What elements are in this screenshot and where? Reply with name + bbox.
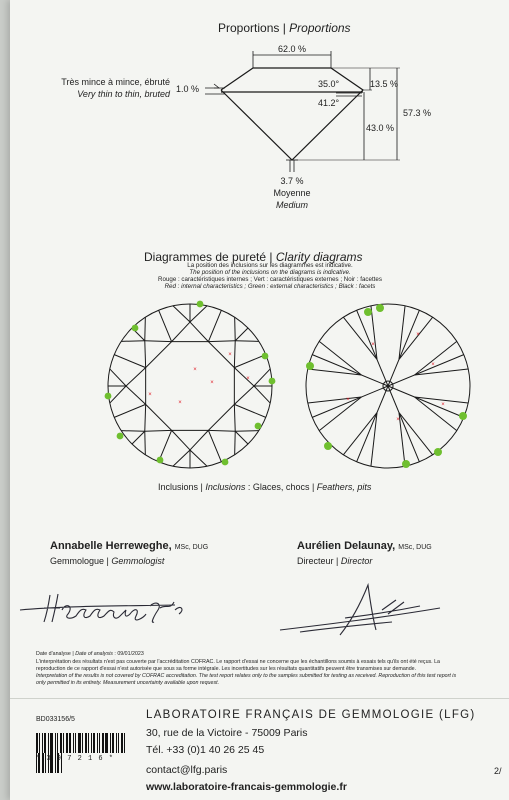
barcode-bar	[78, 733, 81, 753]
signatory-1-role: Gemmologue | Gemmologist	[50, 556, 165, 566]
barcode-bar	[124, 733, 125, 753]
pavilion-internal-mark: ×	[396, 417, 400, 423]
crown-star-facet	[145, 341, 172, 342]
proportions-title-fr: Proportions	[218, 21, 280, 35]
pavilion-lower-girdle-facet	[319, 397, 361, 431]
crown-internal-mark: ×	[178, 400, 182, 406]
barcode-bar	[39, 733, 40, 753]
barcode-bar	[57, 733, 58, 753]
barcode-bar	[75, 733, 76, 753]
signatory-2-role: Directeur | Director	[297, 556, 373, 566]
barcode-text: * 3 9 7 2 1 6 *	[36, 755, 115, 763]
pavilion-internal-mark: ×	[441, 402, 445, 408]
crown-external-mark	[222, 459, 229, 466]
crown-diagram	[100, 296, 280, 476]
crown-upper-girdle-facet	[235, 431, 236, 455]
clarity-note-en: The position of the inclusions on the diagrams is indicative.	[189, 269, 351, 276]
disclaimer-fr-2: reproduction de ce rapport d'essai n'est autorisée que sous sa forme intégrale. Les incertitudes sur les résultats quantitatifs peuvent être transmises sur demande.	[36, 666, 417, 672]
inclusions-line: Inclusions | Inclusions : Glaces, chocs | Feathers, pits	[158, 482, 372, 492]
barcode-bar	[60, 733, 62, 753]
pavilion-external-mark	[364, 308, 372, 316]
barcode-bar	[118, 733, 119, 753]
crown-upper-girdle-facet	[132, 431, 145, 444]
girdle-percent: 1.0 %	[176, 84, 200, 94]
clarity-title-en: Clarity diagrams	[275, 250, 363, 264]
crown-upper-girdle-facet	[254, 369, 270, 386]
crown-upper-girdle-facet	[145, 431, 146, 455]
clarity-legend-fr: Rouge : caractéristiques internes ; Vert : caractéristiques externes ; Noir : facettes	[158, 276, 382, 283]
signatures	[0, 580, 509, 660]
culet-percent: 3.7 %	[280, 176, 304, 186]
crown-upper-girdle-facet	[190, 306, 207, 322]
clarity-title: Diagrammes de pureté | Clarity diagrams	[144, 250, 363, 264]
crown-star-facet	[172, 322, 190, 342]
barcode-bar	[82, 733, 83, 753]
pavilion-lower-girdle-facet	[399, 413, 433, 455]
crown-internal-mark: ×	[148, 392, 152, 398]
crown-star-facet	[190, 322, 208, 342]
barcode-bar	[69, 733, 71, 753]
crown-star-facet	[126, 368, 146, 386]
crown-external-mark	[132, 325, 139, 332]
pavilion-external-mark	[402, 460, 410, 468]
barcode-bar	[91, 733, 92, 753]
barcode-bar	[66, 733, 68, 753]
crown-star-facet	[208, 341, 235, 342]
crown-upper-girdle-facet	[173, 306, 190, 322]
signatory-2-role-en: Director	[340, 556, 373, 566]
crown-internal-mark: ×	[228, 352, 232, 358]
crown-internal-mark: ×	[193, 367, 197, 373]
crown-star-facet	[145, 341, 146, 368]
crown-upper-girdle-facet	[173, 450, 190, 466]
crown-upper-girdle-facet	[235, 328, 248, 341]
signatory-1-title: MSc, DUG	[174, 544, 209, 551]
clarity-title-fr: Diagrammes de pureté	[144, 250, 267, 264]
crown-upper-girdle-facet	[190, 450, 207, 466]
pavilion-internal-mark: ×	[371, 342, 375, 348]
crown-height-percent: 13.5 %	[370, 79, 399, 89]
crown-kite-facet	[234, 404, 265, 417]
clarity-note-fr: La position des inclusions sur les diagrammes est indicative.	[187, 262, 353, 269]
table-percent: 62.0 %	[277, 44, 307, 54]
pavilion-internal-mark: ×	[416, 332, 420, 338]
analysis-date: Date d'analyse | Date of analysis : 09/01/2023	[36, 651, 144, 657]
crown-star-facet	[208, 430, 235, 431]
signatory-2-title: MSc, DUG	[398, 544, 432, 551]
girdle-desc-fr: Très mince à mince, ébruté	[61, 77, 170, 87]
crown-star-facet	[145, 430, 172, 431]
lab-website[interactable]: www.laboratoire-francais-gemmologie.fr	[146, 781, 347, 793]
crown-external-mark	[269, 378, 276, 385]
pavilion-lower-girdle-facet	[343, 413, 377, 455]
crown-upper-girdle-facet	[235, 431, 248, 444]
culet-desc-en: Medium	[275, 200, 308, 210]
total-depth-percent: 57.3 %	[403, 108, 432, 118]
barcode-bar	[112, 733, 114, 753]
crown-star-facet	[190, 430, 208, 450]
inclusions-label-en: Inclusions	[205, 482, 246, 492]
pavilion-internal-mark: ×	[431, 362, 435, 368]
crown-table-facet	[146, 342, 235, 431]
signatory-1-name: Annabelle Herreweghe, MSc, DUG	[50, 540, 209, 552]
crown-external-mark	[262, 353, 269, 360]
footer-divider	[10, 698, 509, 699]
pavilion-external-mark	[459, 412, 467, 420]
crown-upper-girdle-facet	[110, 369, 126, 386]
crown-kite-facet	[208, 430, 221, 461]
inclusions-value-en: Feathers, pits	[316, 482, 372, 492]
pavilion-lower-girdle-facet	[399, 317, 433, 359]
barcode-bar	[48, 733, 49, 753]
proportions-diagram	[0, 0, 509, 220]
barcode-bar	[93, 733, 95, 753]
disclaimer-en-2: only permitted in its entirety. Measurement uncertainty available upon request.	[36, 680, 220, 686]
report-ref: BD033156/5	[36, 716, 75, 723]
pavilion-lower-girdle-facet	[319, 341, 361, 375]
barcode-bar	[85, 733, 87, 753]
crown-internal-mark: ×	[246, 376, 250, 382]
barcode-bar	[88, 733, 89, 753]
barcode-bar	[63, 733, 64, 753]
analysis-date-label-en: Date of analysis	[75, 651, 113, 657]
crown-angle: 35.0°	[318, 79, 340, 89]
page-number: 2/	[494, 766, 502, 776]
lab-email[interactable]: contact@lfg.paris	[146, 764, 228, 776]
crown-upper-girdle-facet	[121, 341, 145, 342]
disclaimer-fr-1: L'interprétation des résultats n'est pas couverte par l'accréditation COFRAC. Le rapport d'essai ne concerne que les échantillons soumis à essais tels qu'ils ont été reçus. La	[36, 659, 441, 665]
barcode-bar	[110, 733, 111, 753]
signatory-1-role-en: Gemmologist	[111, 556, 165, 566]
inclusions-label: Inclusions	[158, 482, 199, 492]
barcode-bar	[55, 733, 56, 753]
crown-upper-girdle-facet	[235, 341, 259, 342]
crown-star-facet	[126, 386, 146, 404]
crown-internal-mark: ×	[210, 380, 214, 386]
barcode	[36, 733, 128, 753]
diamond-profile-outline	[221, 68, 363, 160]
proportions-title: Proportions | Proportions	[218, 21, 351, 35]
lab-phone: Tél. +33 (0)1 40 26 25 45	[146, 744, 265, 756]
pavilion-internal-mark: ×	[346, 397, 350, 403]
barcode-bar	[102, 733, 104, 753]
barcode-bar	[36, 733, 38, 753]
pavilion-external-mark	[434, 448, 442, 456]
pavilion-external-mark	[324, 442, 332, 450]
crown-kite-facet	[114, 404, 145, 417]
barcode-bar	[105, 733, 108, 753]
crown-upper-girdle-facet	[110, 386, 126, 403]
crown-external-mark	[255, 423, 262, 430]
crown-kite-facet	[114, 355, 145, 368]
inclusions-value-fr: Glaces, chocs	[252, 482, 310, 492]
barcode-bar	[50, 733, 53, 753]
crown-star-facet	[145, 404, 146, 431]
crown-upper-girdle-facet	[235, 431, 259, 432]
barcode-bar	[42, 733, 43, 753]
crown-external-mark	[105, 393, 112, 400]
crown-kite-facet	[208, 310, 221, 341]
crown-upper-girdle-facet	[121, 431, 145, 432]
crown-external-mark	[157, 457, 164, 464]
signature-delaunay	[280, 585, 440, 635]
pavilion-depth-percent: 43.0 %	[366, 123, 395, 133]
disclaimer-en-1: Interpretation of the results is not covered by COFRAC accreditation. The test report relates only to the samples submitted for testing as received. Reproduction of this test report is	[36, 673, 457, 679]
culet-desc-fr: Moyenne	[273, 188, 311, 198]
barcode-bar	[99, 733, 100, 753]
pavilion-angle: 41.2°	[318, 98, 340, 108]
girdle-desc-en: Very thin to thin, bruted	[77, 89, 170, 99]
crown-upper-girdle-facet	[145, 317, 146, 341]
signature-herreweghe	[20, 594, 182, 622]
crown-kite-facet	[234, 355, 265, 368]
barcode-bar	[44, 733, 46, 753]
pavilion-diagram	[298, 296, 478, 476]
barcode-bar	[97, 733, 98, 753]
barcode-bar	[116, 733, 117, 753]
clarity-legend-en: Red : internal characteristics ; Green : external characteristics ; Black : facets	[164, 283, 376, 290]
lab-address: 30, rue de la Victoire - 75009 Paris	[146, 727, 308, 739]
pavilion-lower-girdle-facet	[415, 397, 457, 431]
crown-upper-girdle-facet	[254, 386, 270, 403]
crown-star-facet	[234, 341, 235, 368]
barcode-bar	[121, 733, 123, 753]
lab-name: LABORATOIRE FRANÇAIS DE GEMMOLOGIE (LFG)	[146, 709, 476, 721]
crown-star-facet	[234, 368, 254, 386]
pavilion-external-mark	[306, 362, 314, 370]
crown-kite-facet	[159, 310, 172, 341]
pavilion-lower-girdle-facet	[415, 341, 457, 375]
crown-star-facet	[172, 430, 190, 450]
crown-external-mark	[197, 301, 204, 308]
proportions-title-en: Proportions	[289, 21, 351, 35]
crown-upper-girdle-facet	[235, 317, 236, 341]
barcode-bar	[73, 733, 74, 753]
pavilion-external-mark	[376, 304, 384, 312]
crown-star-facet	[234, 404, 235, 431]
crown-external-mark	[117, 433, 124, 440]
crown-star-facet	[234, 386, 254, 404]
pavilion-lower-girdle-facet	[343, 317, 377, 359]
signatory-2-name: Aurélien Delaunay, MSc, DUG	[297, 540, 432, 552]
analysis-date-value: 09/01/2023	[117, 651, 144, 657]
